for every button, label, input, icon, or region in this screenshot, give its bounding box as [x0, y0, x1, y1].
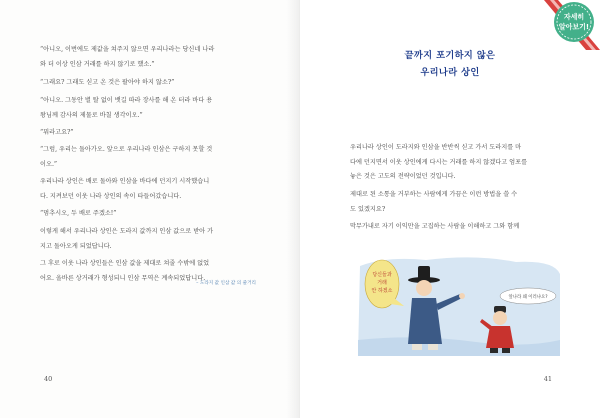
- right-line-4: 제대로 된 소통을 거부하는 사람에게 가끔은 이런 방법을 쓸 수: [350, 191, 518, 198]
- left-line-7: “그럼, 우리는 돌아가오. 앞으로 우리나라 인삼은 구하지 못할 것: [40, 146, 213, 153]
- badge-text-line-1: 자세히: [563, 13, 585, 21]
- foreign-foot-left: [490, 348, 498, 353]
- bubble-right-text: 앞나라 왜 이러냐요?: [508, 295, 548, 300]
- merchant-foot-left: [412, 344, 422, 350]
- left-line-3: “그래요? 그래도 싣고 온 것은 팔아야 하지 않소?”: [40, 79, 175, 86]
- badge-text-line-2: 알아보기!: [558, 23, 590, 31]
- left-line-2: 와 더 이상 인삼 거래를 하지 않기로 했소.”: [40, 60, 155, 68]
- right-line-2: 다에 던지면서 이웃 상인에게 다시는 거래를 하지 않겠다고 엄포를: [350, 158, 528, 166]
- left-line-4: “아니오. 그동안 별 탈 없이 뱃길 따라 장사를 해 온 터라 바다 용: [40, 97, 213, 104]
- left-line-5: 왕님께 감사의 제물로 바칠 생각이오.”: [40, 111, 143, 119]
- merchant-face: [416, 280, 432, 296]
- bubble-left-line-1: 당신들과: [372, 272, 392, 278]
- left-line-13: 지고 돌아오게 되었답니다.: [40, 242, 112, 250]
- bubble-left-line-3: 안 하겠소: [371, 288, 393, 294]
- left-line-6: “뭐라고요?”: [40, 129, 74, 136]
- merchant-hand: [459, 293, 465, 299]
- section-title-line-1: 끝까지 포기하지 않은: [404, 50, 496, 61]
- left-line-11: “멈추시오, 두 배로 주겠소!”: [40, 210, 117, 217]
- section-title-line-2: 우리나라 상인: [420, 67, 480, 78]
- gat-hat-crown: [418, 266, 430, 280]
- badge-green-circle: [554, 2, 594, 42]
- left-line-10: 다. 지켜보던 이웃 나라 상인의 속이 타들어갔습니다.: [40, 192, 182, 200]
- merchant-foot-right: [428, 344, 438, 350]
- left-line-15: 어요. 올바른 상거래가 형성되니 인삼 무역은 계속되었답니다.: [40, 274, 206, 282]
- left-line-1: “아니오, 이번에도 제값을 쳐주지 않으면 우리나라는 당신네 나라: [40, 46, 215, 53]
- bubble-left-line-2: 거래: [377, 280, 387, 286]
- left-line-8: 이오.”: [40, 160, 58, 168]
- right-line-5: 도 있겠지요?: [350, 205, 386, 213]
- learn-more-badge: [540, 0, 600, 60]
- page-number-left: 40: [44, 375, 53, 383]
- right-line-3: 놓은 것은 고도의 전략이었던 것입니다.: [350, 173, 456, 180]
- merchant-illustration: [356, 252, 562, 360]
- story-source-note: – 도라지 값 인삼 값 의 줄거리: [196, 281, 256, 286]
- foreign-merchant-face: [493, 311, 507, 325]
- foreign-foot-right: [502, 348, 510, 353]
- right-line-1: 우리나라 상인이 도라지와 인삼을 반반씩 싣고 가서 도라지를 마: [350, 144, 522, 151]
- page-number-right: 41: [543, 375, 552, 383]
- left-line-14: 그 후로 이웃 나라 상인들은 인삼 값을 제대로 쳐줄 수밖에 없었: [40, 260, 210, 267]
- left-line-12: 이렇게 해서 우리나라 상인은 도라지 값까지 인삼 값으로 받아 가: [40, 228, 214, 235]
- left-line-9: 우리나라 상인은 배로 돌아와 인삼을 바다에 던지기 시작했습니: [40, 178, 210, 185]
- right-line-6: 막무가내로 자기 이익만을 고집하는 사람을 이해하고 그와 함께: [350, 223, 520, 230]
